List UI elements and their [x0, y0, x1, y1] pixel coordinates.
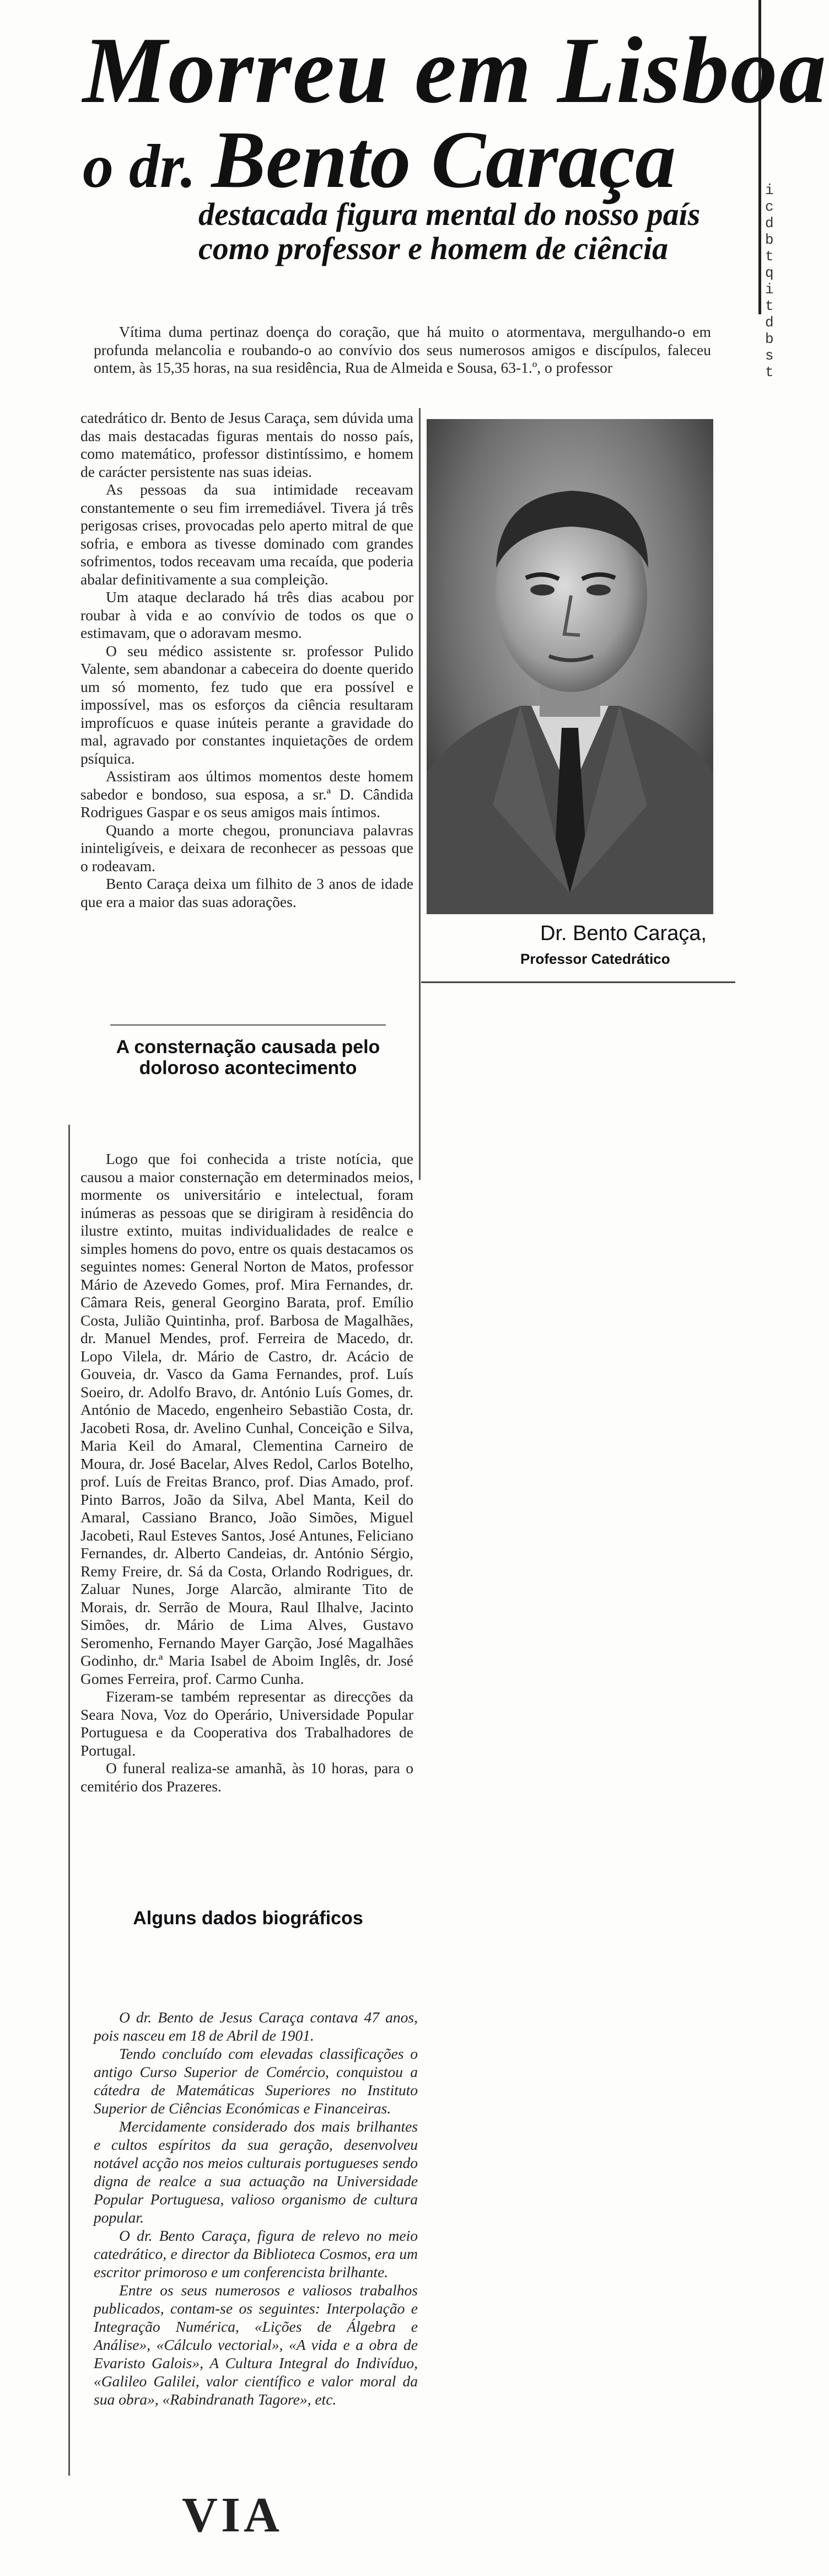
edge-glyph: d: [765, 314, 774, 331]
lead-paragraph: [94, 323, 711, 377]
footer-fragment: VIA: [182, 2488, 283, 2542]
body-paragraph: O seu médico assistente sr. professor Pulido Valente, sem abandonar a cabeceira do doente querido um só momento, fez tudo que era possível e impossível, mas os esforços da ciência resultaram improfícuos e quase inúteis perante a gravidade do mal, agravado por constantes inquietações de ordem psíquica.: [80, 642, 413, 767]
column-consternation: [80, 1150, 413, 1795]
lead-text: Vítima duma pertinaz doença do coração, que há muito o atormentava, mergulhando-o em profunda melancolia e roubando-o ao convívio dos seus numerosos amigos e discípulos, faleceu ontem, às 15,35 horas, na sua residência, Rua de Almeida e Sousa, 63-1.º, o professor: [94, 323, 711, 376]
edge-glyph: t: [765, 298, 774, 314]
edge-glyph: t: [765, 364, 774, 380]
body-paragraph: Assistiram aos últimos momentos deste homem sabedor e bondoso, sua esposa, a sr.ª D. Cândida Rodrigues Gaspar e os seus amigos mais íntimos.: [80, 768, 413, 820]
body-paragraph: O dr. Bento de Jesus Caraça contava 47 anos, pois nasceu em 18 de Abril de 1901.: [94, 2009, 418, 2044]
body-paragraph: Entre os seus numerosos e valiosos trabalhos publicados, contam-se os seguintes: Interpolação e Integração Numérica, «Lições de Álgebra e Análise», «Cálculo vectorial», «A vida e a obra de Evaristo Galois», A Cultura Integral do Indivíduo, «Galileo Galilei, valor científico e valor moral da sua obra», «Rabindranath Tagore», etc.: [94, 2282, 418, 2408]
headline-line-1: Morreu em Lisboa: [83, 18, 827, 123]
body-paragraph: Um ataque declarado há três dias acabou por roubar à vida e ao convívio de todos os que o estimavam, que o adoravam mesmo.: [80, 588, 413, 641]
portrait-photo: [427, 419, 713, 914]
caption-divider-rule: [421, 981, 735, 983]
headline-name: Bento Caraça: [211, 115, 676, 205]
edge-glyph: b: [765, 232, 774, 248]
subheadline: destacada figura mental do nosso país como professor e homem de ciência: [198, 196, 701, 266]
edge-glyph: b: [765, 331, 774, 347]
edge-glyph: q: [765, 265, 774, 281]
edge-glyph: c: [765, 198, 774, 215]
body-paragraph: O funeral realiza-se amanhã, às 10 horas, para o cemitério dos Prazeres.: [80, 1759, 413, 1795]
edge-glyph: t: [765, 248, 774, 265]
section-heading-consternation: A consternação causada pelo doloroso acontecimento: [116, 1037, 380, 1078]
photo-column-rule: [419, 408, 421, 1180]
body-paragraph: Tendo concluído com elevadas classificações o antigo Curso Superior de Comércio, conquistou a cátedra de Matemáticas Superiores no Instituto Superior de Ciências Económicas e Financeiras.: [94, 2045, 418, 2117]
photo-caption-title: Professor Catedrático: [520, 951, 670, 967]
headline-prefix: o dr.: [83, 132, 196, 201]
photo-caption-name: Dr. Bento Caraça,: [540, 922, 707, 945]
edge-glyph: s: [765, 347, 774, 364]
section-divider-rule: [110, 1024, 386, 1026]
edge-glyph: i: [765, 182, 774, 198]
section-heading-biography: Alguns dados biográficos: [133, 1908, 363, 1929]
body-paragraph: Quando a morte chegou, pronunciava palavras ininteligíveis, e deixara de reconhecer as pessoas que o rodeavam.: [80, 821, 413, 874]
body-paragraph: As pessoas da sua intimidade receavam constantemente o seu fim irremediável. Tivera já três perigosas crises, provocadas pelo aperto mitral de que sofria, e embora as tivesse dominado com grandes sofrimentos, todos receavam uma recaída, que poderia abalar definitivamente a sua compleição.: [80, 481, 413, 588]
portrait-illustration: [427, 419, 713, 914]
column-main-body: [80, 409, 413, 911]
column-biography: [94, 2008, 418, 2408]
page-edge-fragment: [765, 182, 787, 380]
edge-glyph: d: [765, 215, 774, 232]
body-paragraph: Fizeram-se também representar as direcções da Seara Nova, Voz do Operário, Universidade Popular Portuguesa e da Cooperativa dos Trabalhadores de Portugal.: [80, 1688, 413, 1759]
body-paragraph: Logo que foi conhecida a triste notícia, que causou a maior consternação em determinados meios, mormente os universitário e intelectual, foram inúmeras as pessoas que se dirigiram à residência do ilustre extinto, muitas individualidades de realce e simples homens do povo, entre os quais destacamos os seguintes nomes: General Norton de Matos, professor Mário de Azevedo Gomes, prof. Mira Fernandes, dr. Câmara Reis, general Georgino Barata, prof. Emílio Costa, Julião Quintinha, prof. Barbosa de Magalhães, dr. Manuel Mendes, prof. Ferreira de Macedo, dr. Lopo Vilela, dr. Mário de Castro, dr. Acácio de Gouveia, dr. Vasco da Gama Fernandes, prof. Luís Soeiro, dr. Adolfo Bravo, dr. António Luís Gomes, dr. António de Macedo, engenheiro Sebastião Costa, dr. Jacobeti Rosa, dr. Avelino Cunhal, Conceição e Silva, Maria Keil do Amaral, Clementina Carneiro de Moura, dr. José Bacelar, Alves Redol, Carlos Botelho, prof. Luís de Freitas Branco, prof. Dias Amado, prof. Pinto Barros, João da Silva, Abel Manta, Keil do Amaral, Cassiano Branco, João Simões, Miguel Jacobeti, Raul Esteves Santos, José Antunes, Feliciano Fernandes, dr. Alberto Candeias, dr. António Sérgio, Remy Freire, dr. Sá da Costa, Orlando Rodrigues, dr. Zaluar Nunes, Jorge Alarcão, almirante Tito de Morais, dr. Serrão de Moura, Raul Ilhalve, Jacinto Simões, dr. Mário de Lima Alves, Gustavo Seromenho, Fernando Mayer Garção, José Magalhães Godinho, dr.ª Maria Isabel de Aboim Inglês, dr. José Gomes Ferreira, prof. Carmo Cunha.: [80, 1150, 413, 1687]
body-paragraph: catedrático dr. Bento de Jesus Caraça, sem dúvida uma das mais destacadas figuras mentais do nosso país, como matemático, professor distintíssimo, e homem de carácter persistente nas suas ideias.: [80, 409, 413, 480]
body-paragraph: Mercidamente considerado dos mais brilhantes e cultos espíritos da sua geração, desenvolveu notável acção nos meios culturais portugueses sendo digna de realce a sua actuação na Universidade Popular Portuguesa, valioso organismo de cultura popular.: [94, 2118, 418, 2226]
body-paragraph: Bento Caraça deixa um filhito de 3 anos de idade que era a maior das suas adorações.: [80, 875, 413, 910]
left-margin-rule: [68, 1125, 70, 2476]
edge-glyph: i: [765, 281, 774, 298]
headline-line-2: [83, 113, 676, 207]
body-paragraph: O dr. Bento Caraça, figura de relevo no meio catedrático, e director da Biblioteca Cosmos, era um escritor primoroso e um conferencista brilhante.: [94, 2227, 418, 2280]
